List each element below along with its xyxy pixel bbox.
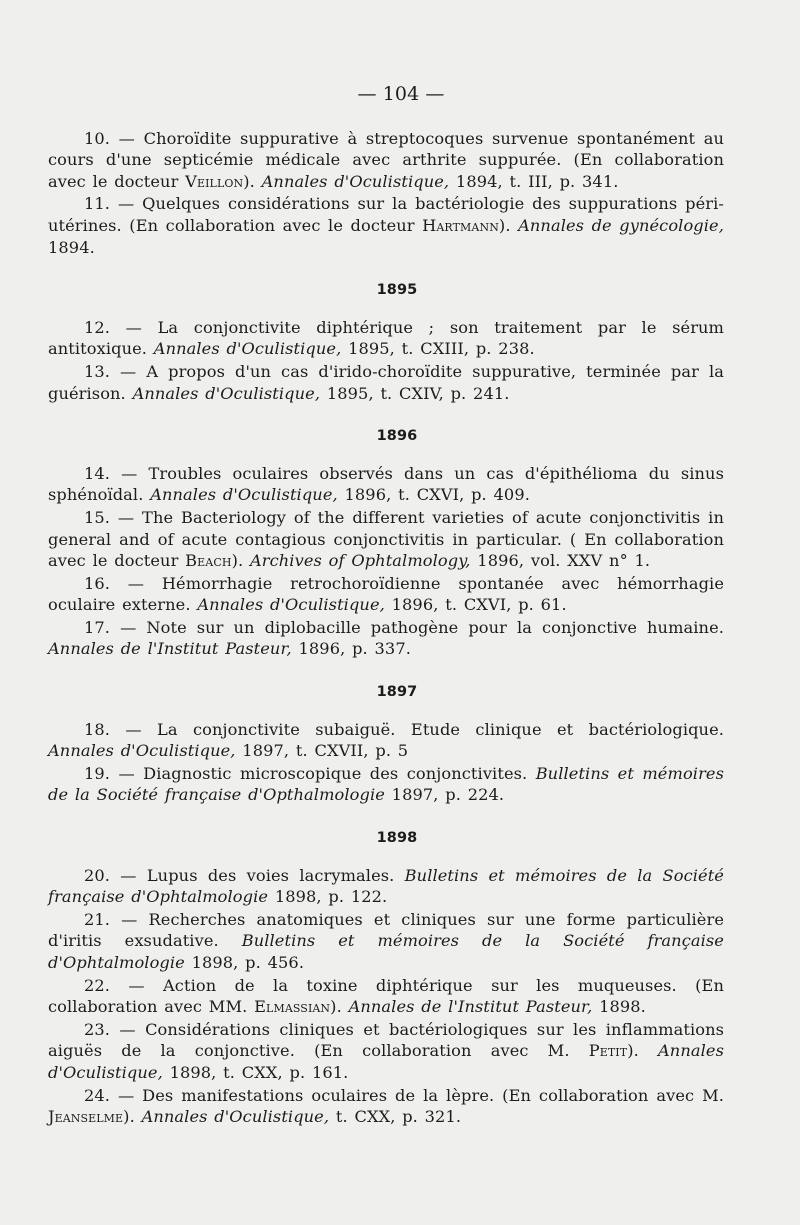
entry-journal: Bulletins et mémoires de la Société française d'Ophtalmologie <box>48 865 724 907</box>
entry-text: — Choroïdite suppurative à streptocoques survenue spontanément au cours d'une septicémie médicale avec arthrite suppurée. (En collaboration avec le docteur <box>48 128 724 191</box>
entry-reference: 1897, t. CXVII, p. 5 <box>235 741 409 761</box>
bibliography-entry <box>48 573 724 616</box>
entry-collaborator: Elmassian <box>254 997 331 1017</box>
entry-text-mid: ). <box>231 551 250 571</box>
entry-text: — Note sur un diplobacille pathogène pour la conjonctive humaine. <box>120 617 724 637</box>
entry-text: — A propos d'un cas d'irido-choroïdite suppurative, terminée par la guérison. <box>48 361 724 403</box>
bibliography-entry <box>48 193 724 258</box>
entry-text: — La conjonctivite subaiguë. Etude clinique et bactériologique. <box>125 719 725 739</box>
year-heading: 1896 <box>376 428 418 445</box>
entry-text: — Lupus des voies lacrymales. <box>120 865 405 885</box>
document-page <box>48 84 724 1129</box>
entry-number: 18. <box>84 719 111 739</box>
entry-number: 11. <box>84 194 111 214</box>
entry-journal: Annales d'Oculistique, <box>197 595 385 615</box>
bibliography-entry <box>48 909 724 974</box>
year-heading: 1898 <box>376 830 418 847</box>
entry-reference: 1898. <box>592 997 646 1017</box>
entry-text: — Considérations cliniques et bactériologiques sur les inflammations aiguës de la conjonctive. (En collaboration avec M. <box>48 1019 725 1061</box>
entry-number: 14. <box>84 463 111 483</box>
entry-number: 17. <box>84 617 111 637</box>
entry-reference: 1896, t. CXVI, p. 61. <box>384 595 567 615</box>
bibliography-entry <box>48 361 724 404</box>
bibliography-entry <box>48 617 724 660</box>
entry-reference: 1894, t. III, p. 341. <box>449 171 619 191</box>
entry-journal: Annales d'Oculistique, <box>153 339 342 359</box>
entry-text: — Des manifestations oculaires de la lèpre. (En collaboration avec M. <box>117 1085 724 1105</box>
entry-collaborator: Beach <box>185 551 232 571</box>
entry-text: — Diagnostic microscopique des conjonctivites. <box>118 763 536 783</box>
entry-reference: 1894. <box>48 237 95 257</box>
entry-journal: Annales de gynécologie, <box>518 215 724 235</box>
entry-reference: 1898, p. 456. <box>184 953 305 972</box>
entry-number: 24. <box>84 1085 111 1105</box>
entry-number: 22. <box>84 975 111 995</box>
entry-reference: 1898, p. 122. <box>268 887 388 907</box>
entry-reference: t. CXX, p. 321. <box>329 1107 462 1127</box>
bibliography-entry <box>48 507 724 572</box>
entry-journal: Annales de l'Institut Pasteur, <box>48 639 292 659</box>
bibliography-entry <box>48 865 724 908</box>
bibliography-list <box>48 128 724 1128</box>
entry-reference: 1896, vol. XXV n° 1. <box>470 551 651 571</box>
entry-collaborator: Hartmann <box>422 215 499 235</box>
entry-journal: Annales d'Oculistique, <box>132 383 321 403</box>
entry-text: — Hémorrhagie retrochoroïdienne spontanée avec hémorrhagie oculaire externe. <box>48 573 724 615</box>
bibliography-entry <box>48 1019 724 1084</box>
entry-number: 12. <box>84 317 111 337</box>
entry-number: 21. <box>84 909 111 929</box>
entry-journal: Bulletins et mémoires de la Société française d'Ophtalmologie <box>48 931 724 972</box>
entry-reference: 1898, t. CXX, p. 161. <box>162 1062 349 1082</box>
entry-text-mid: ). <box>627 1041 659 1061</box>
entry-journal: Annales d'Oculistique, <box>261 171 450 191</box>
entry-text: — Recherches anatomiques et cliniques sur une forme particulière d'iritis exsudative. <box>48 909 724 951</box>
bibliography-entry <box>48 128 724 193</box>
page-number: — 104 — <box>357 83 445 105</box>
entry-text-mid: ). <box>123 1107 142 1127</box>
entry-text-mid: ). <box>498 215 519 235</box>
entry-text: — La conjonctivite diphtérique ; son traitement par le sérum antitoxique. <box>48 317 725 359</box>
entry-reference: 1895, t. CXIII, p. 238. <box>341 339 535 359</box>
entry-journal: Annales d'Oculistique, <box>48 741 236 761</box>
entry-number: 16. <box>84 573 111 593</box>
entry-journal: Bulletins et mémoires de la Société française d'Opthalmologie <box>48 763 724 805</box>
entry-number: 15. <box>84 507 111 527</box>
entry-number: 23. <box>84 1019 111 1039</box>
entry-reference: 1896, t. CXVI, p. 409. <box>337 485 530 505</box>
bibliography-entry <box>48 975 724 1018</box>
bibliography-entry <box>48 463 724 506</box>
entry-text-mid: ). <box>243 171 262 191</box>
entry-text: — The Bacteriology of the different varieties of acute conjonctivitis in general and of acute contagious conjonctivitis in particular. ( En collaboration avec le docteur <box>48 507 724 571</box>
entry-collaborator: Petit <box>588 1041 628 1061</box>
entry-number: 19. <box>84 763 111 783</box>
entry-number: 20. <box>84 865 111 885</box>
entry-journal: Annales d'Oculistique, <box>150 485 338 505</box>
entry-text: — Action de la toxine diphtérique sur les muqueuses. (En collaboration avec MM. <box>48 975 724 1017</box>
bibliography-entry <box>48 317 724 360</box>
bibliography-entry <box>48 763 724 806</box>
entry-text-mid: ). <box>330 997 349 1017</box>
bibliography-entry <box>48 719 724 762</box>
year-heading: 1897 <box>376 684 418 701</box>
entry-reference: 1897, p. 224. <box>384 785 505 805</box>
year-heading: 1895 <box>376 282 418 299</box>
entry-journal: Annales d'Oculistique, <box>141 1107 330 1127</box>
entry-text: — Quelques considérations sur la bactériologie des suppurations péri-utérines. (En collaboration avec le docteur <box>48 194 724 235</box>
entry-text: — Troubles oculaires observés dans un cas d'épithélioma du sinus sphénoïdal. <box>48 463 724 505</box>
entry-journal: Annales d'Oculistique, <box>48 1041 724 1082</box>
bibliography-entry <box>48 1085 724 1128</box>
entry-collaborator: Jeanselme <box>48 1107 124 1127</box>
entry-number: 10. <box>84 128 111 148</box>
entry-reference: 1895, t. CXIV, p. 241. <box>320 383 510 403</box>
entry-reference: 1896, p. 337. <box>291 639 411 659</box>
entry-journal: Archives of Ophtalmology, <box>249 551 471 571</box>
entry-journal: Annales de l'Institut Pasteur, <box>348 997 593 1017</box>
entry-collaborator: Veillon <box>185 171 244 191</box>
entry-number: 13. <box>84 361 111 381</box>
